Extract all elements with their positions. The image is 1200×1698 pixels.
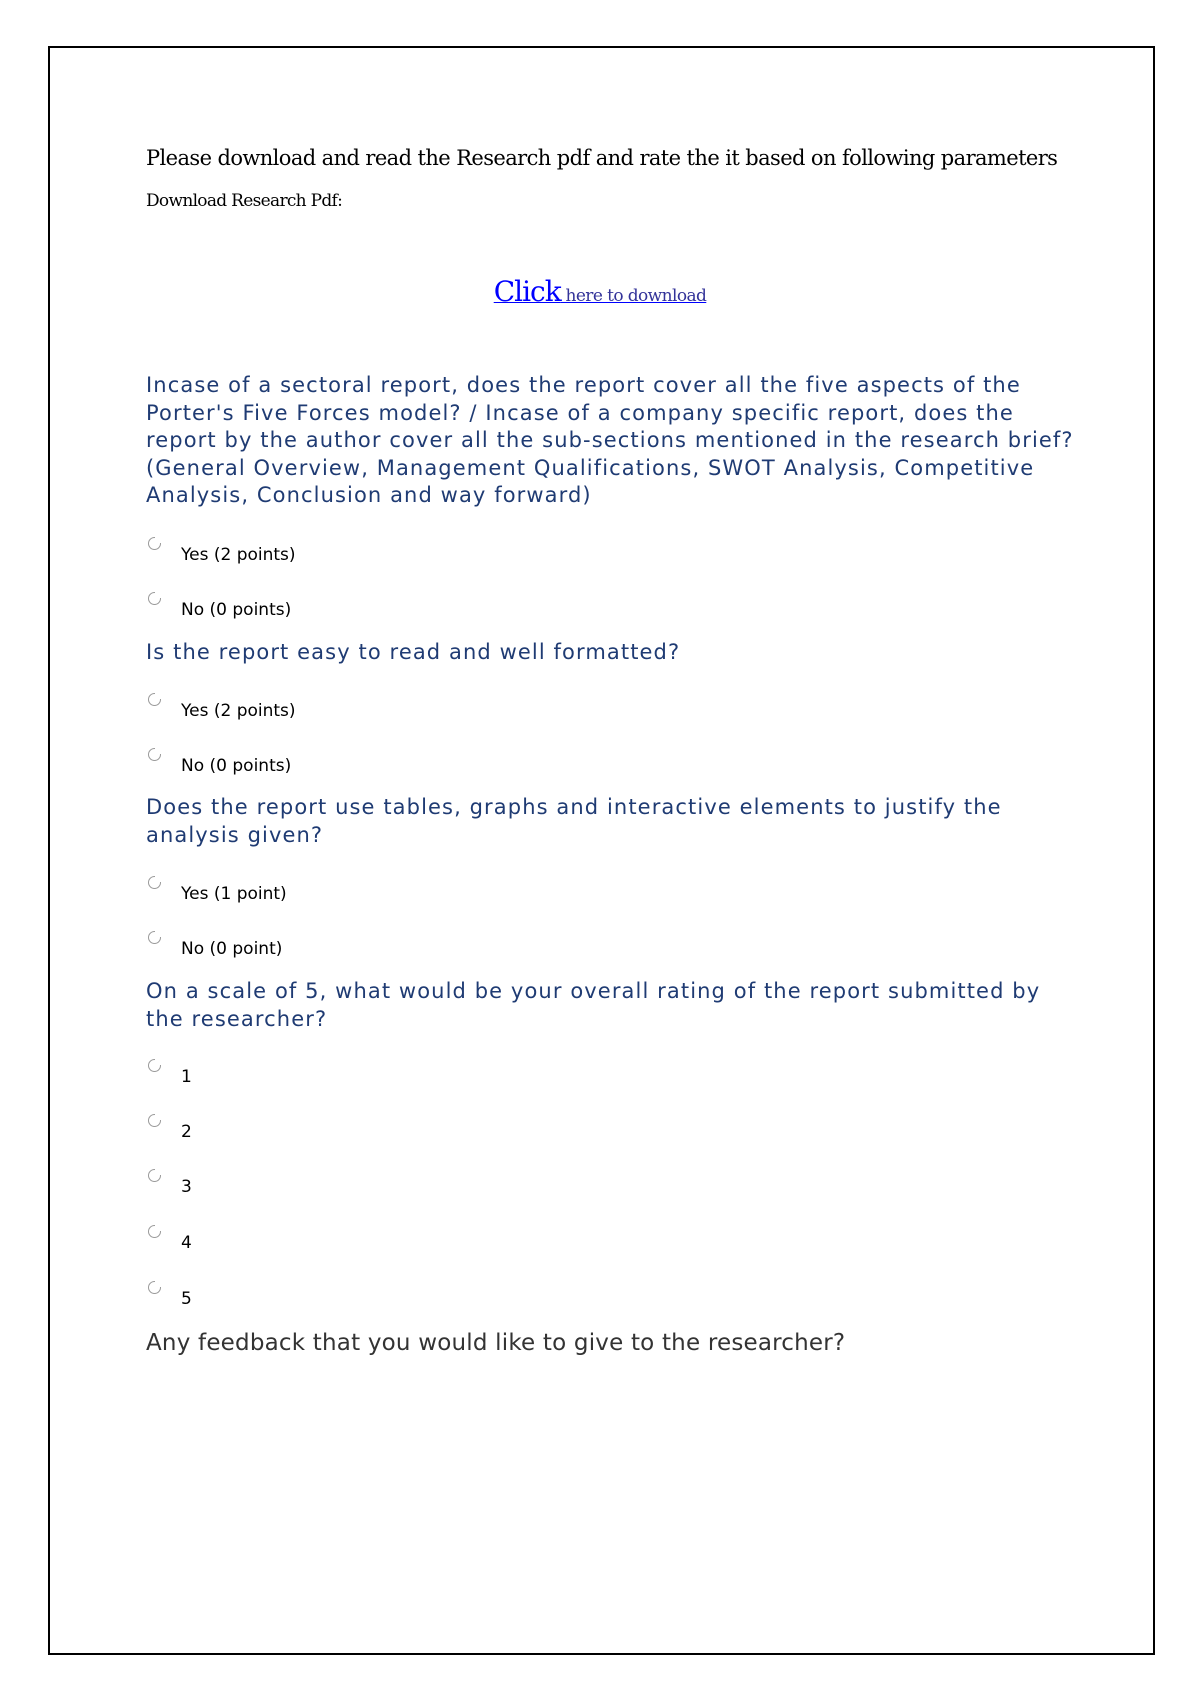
option-label: No (0 points) <box>181 600 292 620</box>
option-label: Yes (2 points) <box>181 701 296 721</box>
option-label: No (0 point) <box>181 939 283 959</box>
option-label: 1 <box>181 1067 192 1087</box>
question-2-text: Is the report easy to read and well formatted? <box>146 640 681 664</box>
question-4-text: On a scale of 5, what would be your overall rating of the report submitted by the researcher? <box>146 979 1041 1031</box>
option-label: 4 <box>181 1233 192 1253</box>
radio-button[interactable] <box>148 592 161 605</box>
download-link-container <box>0 275 1200 308</box>
intro-text: Please download and read the Research pdf and rate the it based on following parameters <box>146 146 1058 170</box>
radio-button[interactable] <box>148 748 161 761</box>
radio-button[interactable] <box>148 1114 161 1127</box>
option-label: No (0 points) <box>181 756 292 776</box>
radio-button[interactable] <box>148 1059 161 1072</box>
radio-button[interactable] <box>148 693 161 706</box>
download-link-rest-text[interactable]: here to download <box>560 286 707 306</box>
option-label: 2 <box>181 1122 192 1142</box>
option-label: 3 <box>181 1177 192 1197</box>
question-1-text: Incase of a sectoral report, does the report cover all the five aspects of the Porter's Five Forces model? / Incase of a company specific report, does the report by the author cover all the sub-sections mentioned in the research brief? (General Overview, Management Qualifications, SWOT Analysis, Competitive Analysis, Conclusion and way forward) <box>146 373 1074 507</box>
radio-button[interactable] <box>148 931 161 944</box>
option-label: Yes (1 point) <box>181 884 287 904</box>
download-label: Download Research Pdf: <box>146 191 343 211</box>
radio-button[interactable] <box>148 876 161 889</box>
feedback-prompt: Any feedback that you would like to give to the researcher? <box>146 1330 846 1356</box>
radio-button[interactable] <box>148 1169 161 1182</box>
radio-button[interactable] <box>148 1225 161 1238</box>
radio-button[interactable] <box>148 1281 161 1294</box>
download-link-click-text[interactable]: Click <box>493 275 561 308</box>
radio-button[interactable] <box>148 537 161 550</box>
option-label: Yes (2 points) <box>181 545 296 565</box>
option-label: 5 <box>181 1289 192 1309</box>
question-3-text: Does the report use tables, graphs and interactive elements to justify the analysis given? <box>146 795 1002 847</box>
download-link[interactable] <box>493 275 707 308</box>
